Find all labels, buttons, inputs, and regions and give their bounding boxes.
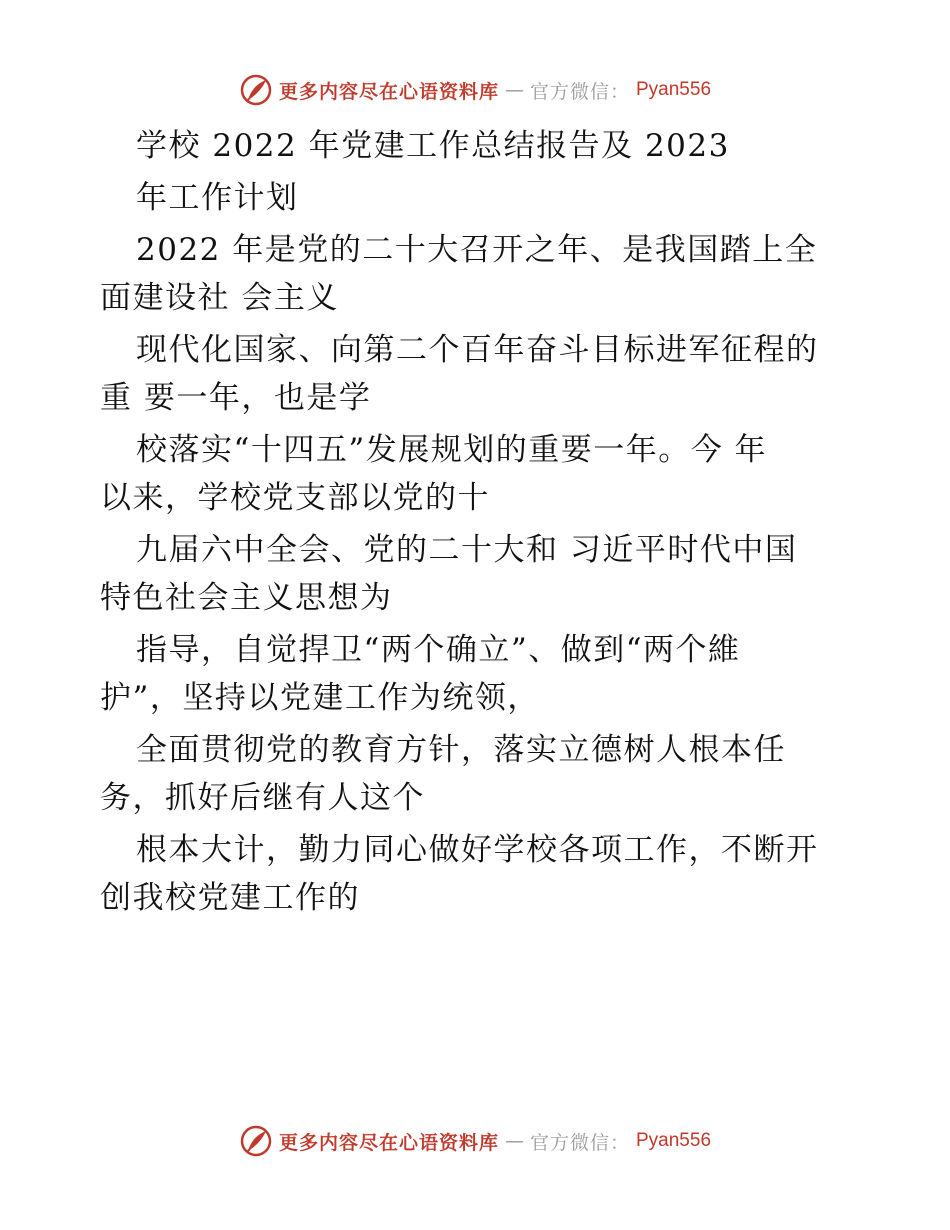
watermark-header [0, 70, 950, 110]
watermark-text: 更多内容尽在心语资料库 [278, 1131, 499, 1154]
watermark-contact-label: 官方微信： [529, 1131, 630, 1154]
body-line: 护”，坚持以党建工作为统领， [100, 680, 540, 716]
body-line: 校落实“十四五”发展规划的重要一年。今 年 [136, 432, 768, 468]
quill-logo-icon [239, 73, 273, 107]
body-line: 现代化国家、向第二个百年奋斗目标进军征程的 [136, 332, 819, 368]
body-line: 以来，学校党支部以党的十 [100, 480, 490, 516]
body-line: 九届六中全会、党的二十大和 习近平时代中国 [136, 532, 798, 568]
watermark-separator: — [504, 79, 524, 101]
body-line: 2022 年是党的二十大召开之年、是我国踏上全 [136, 232, 818, 268]
body-line: 全面贯彻党的教育方针，落实立德树人根本任 [136, 732, 786, 768]
quill-logo-icon [239, 1124, 273, 1158]
watermark-contact-id: Pyan556 [636, 1130, 712, 1151]
body-line: 特色社会主义思想为 [100, 580, 393, 616]
watermark-footer [0, 1121, 950, 1161]
body-line: 创我校党建工作的 [100, 880, 360, 916]
watermark-separator: — [504, 1130, 524, 1152]
body-line: 指导，自觉捍卫“两个确立”、做到“两个維 [136, 632, 741, 668]
watermark-text: 更多内容尽在心语资料库 [278, 80, 499, 103]
body-line: 重 要一年，也是学 [100, 380, 372, 416]
watermark-contact-label: 官方微信： [529, 80, 630, 103]
document-body [100, 122, 860, 922]
title-line-2: 年工作计划 [136, 180, 299, 216]
body-line: 面建设社 会主义 [100, 280, 339, 316]
body-line: 务，抓好后继有人这个 [100, 780, 425, 816]
title-line-1: 学校 2022 年党建工作总结报告及 2023 [136, 128, 730, 164]
watermark-contact-id: Pyan556 [636, 79, 712, 100]
body-line: 根本大计，勤力同心做好学校各项工作，不断开 [136, 832, 819, 868]
